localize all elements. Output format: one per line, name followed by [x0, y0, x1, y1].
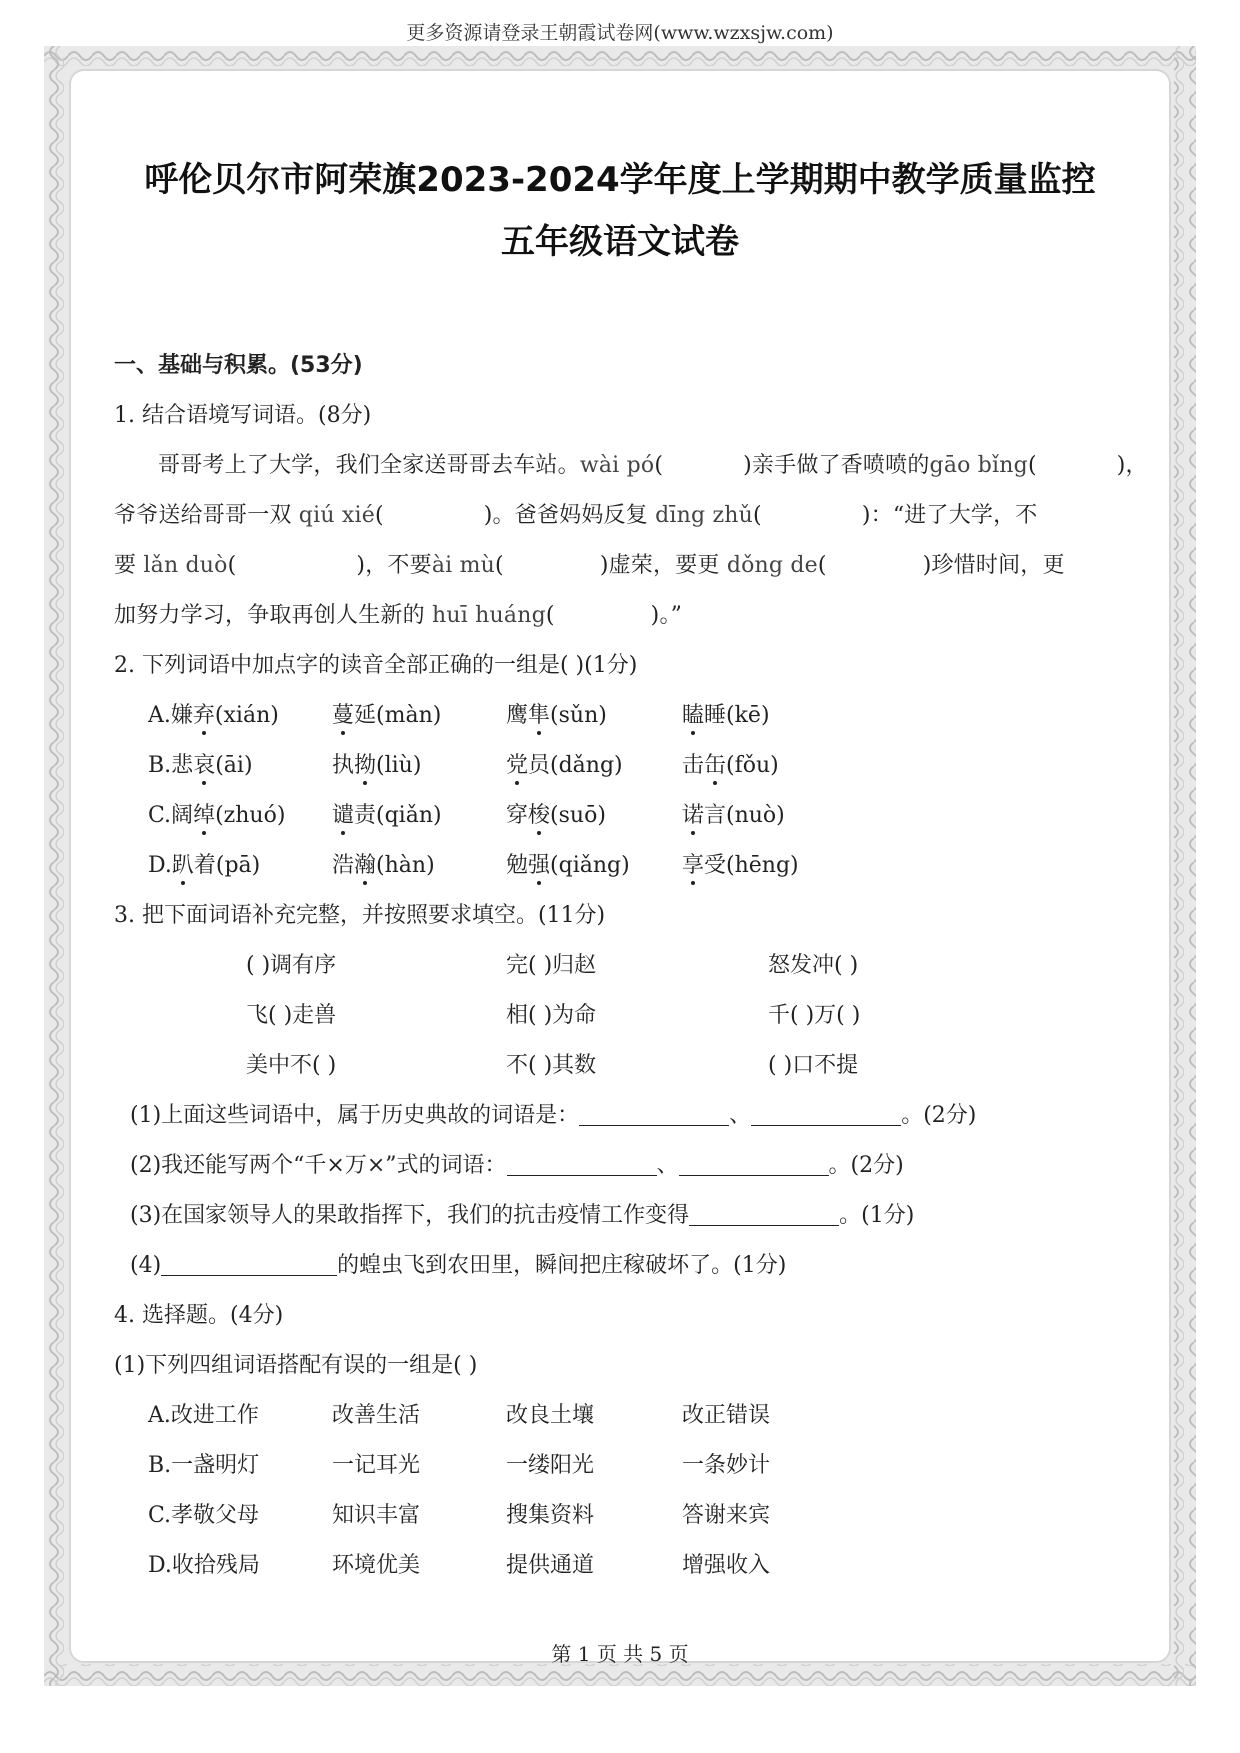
- q1-text: 加努力学习，争取再创人生新的: [114, 603, 432, 628]
- q4-option-word: 增强收入: [682, 1553, 771, 1578]
- q1-heading: 1. 结合语境写词语。(8分): [114, 403, 372, 428]
- word-part: 悲: [171, 753, 194, 778]
- q2-option-c-word-4: [682, 798, 785, 829]
- q4-option-word: 改正错误: [682, 1403, 771, 1428]
- word-part: 浩: [332, 853, 355, 878]
- q2-option-b-word-1: [148, 748, 253, 779]
- answer-line[interactable]: [507, 1153, 657, 1176]
- q1-paragraph-line-3: 要 lǎn duò( )，不要ài mù( )虚荣，要更 dǒng de( )珍惜时间，更: [114, 553, 1065, 578]
- watermark-text: 更多资源请登录王朝霞试卷网(www.wzxsjw.com): [406, 22, 834, 44]
- q4-option-label-word[interactable]: A.改进工作: [148, 1403, 259, 1428]
- dotted-character: 瀚: [354, 848, 376, 879]
- q3-idiom[interactable]: 飞( )走兽: [246, 1003, 337, 1028]
- pinyin-dong-de: dǒng de: [726, 553, 818, 578]
- word-reading: 责(qiǎn): [354, 803, 442, 828]
- q2-option-label[interactable]: B.: [148, 753, 172, 778]
- q2-option-b-word-2: [332, 748, 421, 779]
- dotted-character: 享: [682, 848, 704, 879]
- q2-option-d-word-2: [332, 848, 435, 879]
- q4-option-label-word[interactable]: D.收拾残局: [148, 1553, 260, 1578]
- word-part: 嫌: [170, 703, 193, 728]
- word-reading: (xián): [214, 703, 279, 728]
- pinyin-gao-bing: gāo bǐng: [929, 453, 1028, 478]
- word-reading: (sǔn): [550, 703, 607, 728]
- word-reading: (zhuó): [215, 803, 286, 828]
- word-part: 鹰: [506, 703, 529, 728]
- word-reading: (āi): [215, 753, 253, 778]
- page-footer: 第 1 页 共 5 页: [551, 1642, 689, 1666]
- q4-option-label-word[interactable]: B.一盏明灯: [148, 1453, 260, 1478]
- q2-option-c-word-3: [506, 798, 606, 829]
- dotted-character: 强: [528, 848, 550, 879]
- q4-option-word: 环境优美: [332, 1553, 421, 1578]
- word-reading: (liù): [376, 753, 422, 778]
- q3-sub-4-text: 的蝗虫飞到农田里，瞬间把庄稼破坏了。(1分): [337, 1253, 787, 1278]
- section-1-heading: 一、基础与积累。(53分): [114, 353, 363, 378]
- q2-option-label[interactable]: A.: [148, 703, 171, 728]
- pinyin-ding-zhu: dīng zhǔ: [655, 503, 754, 528]
- q3-idiom[interactable]: 美中不( ): [246, 1053, 337, 1078]
- q1-text: ，不要: [365, 553, 432, 578]
- q1-paragraph-line-1: 哥哥考上了大学，我们全家送哥哥去车站。wài pó( )亲手做了香喷喷的gāo bǐng( )，: [158, 453, 1148, 478]
- q2-option-a-word-1: [148, 698, 279, 729]
- q4-option-word: 答谢来宾: [682, 1503, 771, 1528]
- word-reading: 睡(kē): [704, 703, 770, 728]
- pinyin-wai-po: wài pó: [579, 453, 655, 478]
- word-part: 勉: [506, 853, 529, 878]
- q3-sub-2: [130, 1148, 904, 1179]
- q2-option-a-word-4: [682, 698, 770, 729]
- word-reading: (suō): [550, 803, 606, 828]
- dotted-character: 拗: [354, 748, 376, 779]
- q4-option-word: 改善生活: [332, 1403, 421, 1428]
- q3-heading: 3. 把下面词语补充完整，并按照要求填空。(11分): [114, 903, 606, 928]
- q2-option-a-word-3: [506, 698, 607, 729]
- pinyin-lan-duo: lǎn duò: [143, 553, 228, 578]
- q3-sub-3-score: 。(1分): [839, 1203, 915, 1228]
- q4-option-word: 知识丰富: [332, 1503, 421, 1528]
- q3-sub-2-sep: 、: [656, 1153, 679, 1178]
- answer-line[interactable]: [689, 1203, 839, 1226]
- q2-option-a-word-2: [332, 698, 441, 729]
- q1-text: 。爸爸妈妈反复: [492, 503, 656, 528]
- q2-option-d-word-3: [506, 848, 630, 879]
- answer-line[interactable]: [751, 1103, 901, 1126]
- q1-text: 要: [114, 553, 144, 578]
- word-part: 击: [682, 753, 705, 778]
- q1-text: 虚荣，要更: [608, 553, 727, 578]
- q4-option-word: 改良土壤: [506, 1403, 595, 1428]
- q2-option-c-word-2: [332, 798, 442, 829]
- q3-sub-1: [130, 1098, 976, 1129]
- word-reading: (fǒu): [726, 753, 779, 778]
- word-reading: 员(dǎng): [528, 753, 623, 778]
- dotted-character: 哀: [193, 748, 215, 779]
- q4-sub-1: (1)下列四组词语搭配有误的一组是( ): [114, 1353, 478, 1378]
- q2-option-label[interactable]: D.: [148, 853, 172, 878]
- word-reading: 着(pā): [193, 853, 261, 878]
- q4-option-word: 提供通道: [506, 1553, 595, 1578]
- dotted-character: 绰: [193, 798, 215, 829]
- q3-idiom[interactable]: 千( )万( ): [768, 1003, 861, 1028]
- word-part: 执: [332, 753, 355, 778]
- word-reading: 延(màn): [354, 703, 442, 728]
- q4-option-word: 一记耳光: [332, 1453, 421, 1478]
- q2-option-b-word-4: [682, 748, 779, 779]
- pinyin-ai-mu: ài mù: [431, 553, 496, 578]
- q1-paragraph-line-2: 爷爷送给哥哥一双 qiú xié( )。爸爸妈妈反复 dīng zhǔ( )：“进了大学，不: [114, 503, 1038, 528]
- q2-option-c-word-1: [148, 798, 285, 829]
- q1-text: 珍惜时间，更: [931, 553, 1065, 578]
- exam-title: 呼伦贝尔市阿荣旗2023-2024学年度上学期期中教学质量监控: [144, 160, 1096, 200]
- q3-idiom[interactable]: 不( )其数: [506, 1053, 597, 1078]
- pinyin-qiu-xie: qiú xié: [298, 503, 375, 528]
- dotted-character: 诺: [682, 798, 704, 829]
- q3-sub-3: [130, 1198, 914, 1229]
- q3-sub-3-text: (3)在国家领导人的果敢指挥下，我们的抗击疫情工作变得: [130, 1203, 690, 1228]
- answer-line[interactable]: [161, 1253, 337, 1276]
- q3-idiom[interactable]: 怒发冲( ): [768, 953, 859, 978]
- q2-heading: 2. 下列词语中加点字的读音全部正确的一组是( )(1分): [114, 653, 638, 678]
- pinyin-hui-huang: huī huáng: [432, 603, 546, 628]
- dotted-character: 隼: [528, 698, 550, 729]
- dotted-character: 蔓: [332, 698, 354, 729]
- dotted-character: 趴: [172, 848, 194, 879]
- dotted-character: 党: [506, 748, 528, 779]
- q2-option-b-word-3: [506, 748, 623, 779]
- answer-line[interactable]: [579, 1103, 729, 1126]
- q2-option-d-word-4: [682, 848, 799, 879]
- dotted-character: 弃: [193, 698, 215, 729]
- q3-sub-2-text: (2)我还能写两个“千×万×”式的词语：: [130, 1153, 507, 1178]
- word-reading: (hàn): [376, 853, 435, 878]
- word-part: 穿: [506, 803, 529, 828]
- q3-idiom[interactable]: 完( )归赵: [506, 953, 597, 978]
- q3-sub-1-sep: 、: [729, 1103, 752, 1128]
- q1-text: 哥哥考上了大学，我们全家送哥哥去车站。: [158, 453, 580, 478]
- dotted-character: 瞌: [682, 698, 704, 729]
- q2-option-label[interactable]: C.: [148, 803, 172, 828]
- q3-idiom[interactable]: 相( )为命: [506, 1003, 597, 1028]
- q3-sub-1-score: 。(2分): [901, 1103, 977, 1128]
- q4-option-label-word[interactable]: C.孝敬父母: [148, 1503, 260, 1528]
- q1-text: 亲手做了香喷喷的: [751, 453, 930, 478]
- answer-line[interactable]: [679, 1153, 829, 1176]
- q3-sub-4-num: (4): [130, 1253, 162, 1278]
- word-reading: 言(nuò): [704, 803, 785, 828]
- q3-sub-2-score: 。(2分): [828, 1153, 904, 1178]
- q1-text: ：“进了大学，不: [870, 503, 1038, 528]
- q3-idiom[interactable]: ( )调有序: [246, 953, 337, 978]
- dotted-character: 谴: [332, 798, 354, 829]
- q2-option-d-word-1: [148, 848, 260, 879]
- q4-heading: 4. 选择题。(4分): [114, 1303, 284, 1328]
- q4-option-word: 一条妙计: [682, 1453, 771, 1478]
- word-reading: (qiǎng): [550, 853, 630, 878]
- q4-option-word: 搜集资料: [506, 1503, 595, 1528]
- dotted-character: 梭: [528, 798, 550, 829]
- word-part: 阔: [171, 803, 194, 828]
- word-reading: 受(hēng): [704, 853, 799, 878]
- q1-text: 。”: [659, 603, 683, 628]
- q3-idiom[interactable]: ( )口不提: [768, 1053, 859, 1078]
- q1-text: 爷爷送给哥哥一双: [114, 503, 299, 528]
- q3-sub-4: [130, 1248, 786, 1279]
- q4-option-word: 一缕阳光: [506, 1453, 595, 1478]
- exam-subtitle: 五年级语文试卷: [501, 222, 739, 262]
- dotted-character: 缶: [704, 748, 726, 779]
- q1-paragraph-line-4: 加努力学习，争取再创人生新的 huī huáng( )。”: [114, 603, 683, 628]
- q3-sub-1-text: (1)上面这些词语中，属于历史典故的词语是：: [130, 1103, 580, 1128]
